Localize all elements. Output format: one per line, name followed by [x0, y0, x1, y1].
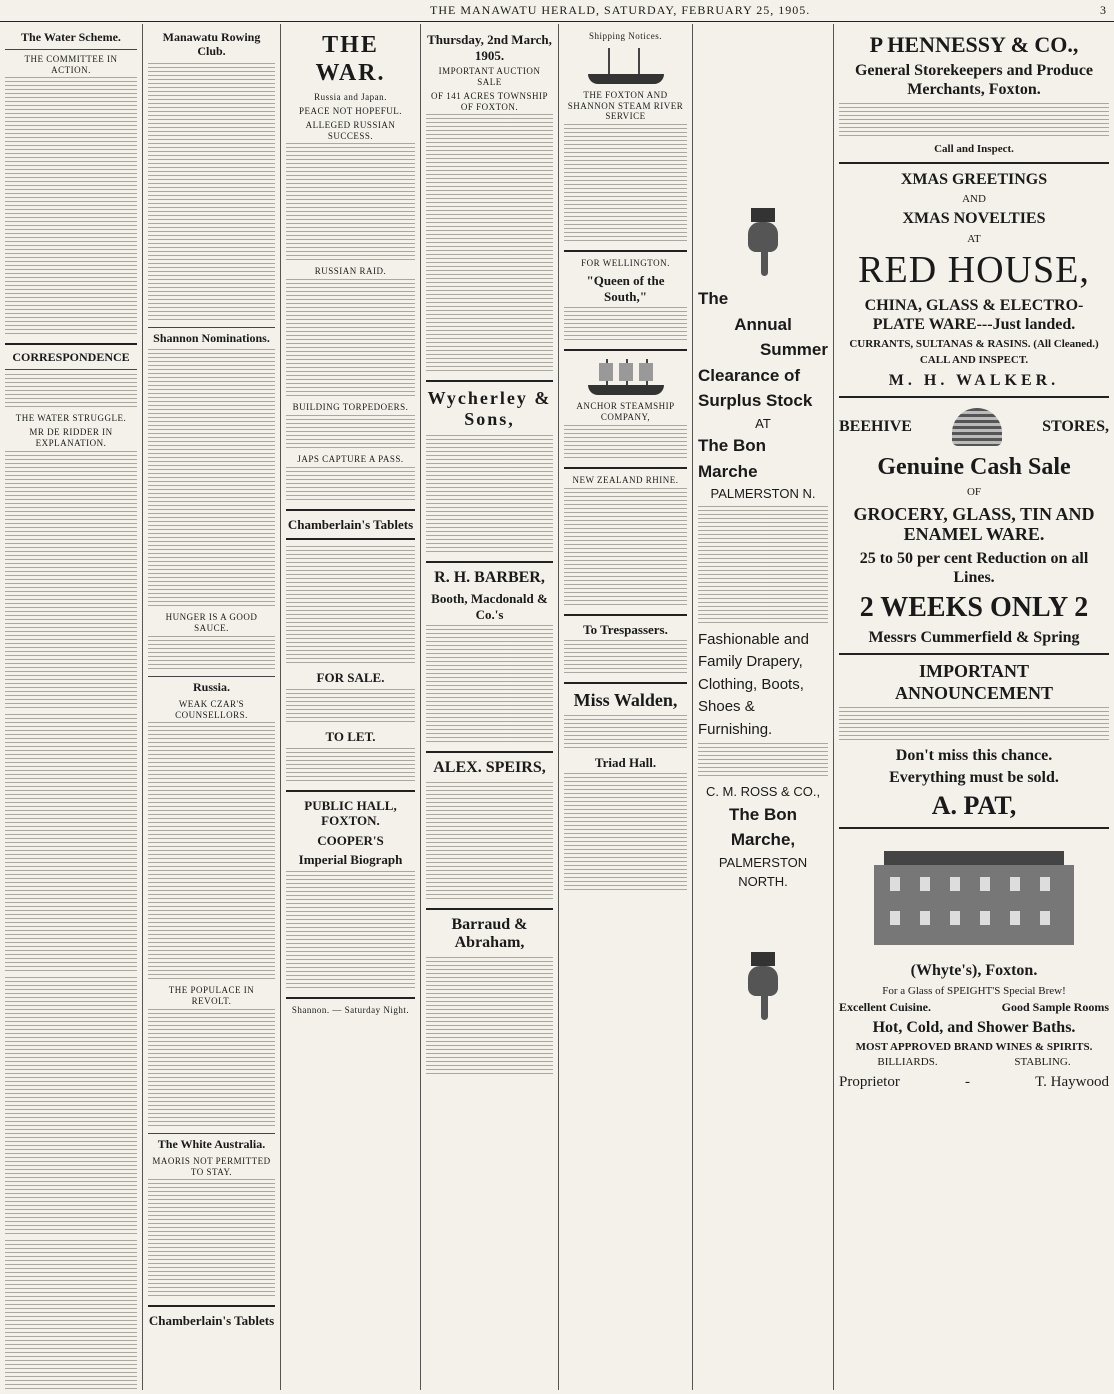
- ad-line: MOST APPROVED BRAND WINES & SPIRITS.: [855, 1041, 1093, 1054]
- advertisement-body: [564, 488, 687, 608]
- advertisement-body: [426, 625, 553, 745]
- ad-line: Surplus Stock: [698, 391, 813, 410]
- article-body: [286, 279, 415, 399]
- ad-line: Don't miss this chance.: [895, 747, 1053, 765]
- advertisement-body: [564, 715, 687, 751]
- article-body: [286, 415, 415, 451]
- hotel-building-icon: [864, 835, 1084, 955]
- ad-line: 25 to 50 per cent Reduction on all Lines.: [859, 550, 1089, 587]
- subhead: Shipping Notices.: [589, 31, 662, 41]
- ad-line: PALMERSTON N.: [710, 486, 816, 501]
- ad-line: AT: [967, 232, 981, 245]
- ad-line: GROCERY, GLASS, TIN AND ENAMEL WARE.: [853, 503, 1095, 545]
- advertisement-title: Miss Walden,: [573, 690, 678, 711]
- ad-line: CHINA, GLASS & ELECTRO-PLATE WARE---Just landed.: [864, 296, 1084, 333]
- subhead: ANCHOR STEAMSHIP COMPANY,: [576, 401, 675, 422]
- advertisement-body: [564, 307, 687, 343]
- article-body: [148, 636, 275, 672]
- subhead: IMPORTANT AUCTION SALE: [438, 66, 541, 87]
- subhead: THE FOXTON AND SHANNON STEAM RIVER SERVICE: [567, 89, 684, 122]
- advertisement-body: [698, 743, 828, 779]
- column-5: [559, 28, 692, 1390]
- advertisement-title: A. PAT,: [931, 791, 1017, 821]
- advertisement-title: M. H. WALKER.: [888, 371, 1060, 389]
- ad-line: Summer: [759, 340, 828, 359]
- advertisement-title: XMAS GREETINGS: [900, 170, 1048, 188]
- ad-line: CALL AND INSPECT.: [919, 354, 1029, 367]
- advertisement-title: XMAS NOVELTIES: [902, 210, 1046, 228]
- advertisement-title: BEEHIVE: [839, 418, 912, 436]
- subhead: WEAK CZAR'S COUNSELLORS.: [175, 698, 248, 720]
- advertisement-body: [286, 748, 415, 784]
- ad-line: Messrs Cummerfield & Spring: [868, 628, 1080, 646]
- subhead: Shannon. — Saturday Night.: [291, 1004, 410, 1015]
- subhead: MR DE RIDDER IN EXPLANATION.: [29, 426, 113, 448]
- subhead: THE COMMITTEE IN ACTION.: [24, 53, 118, 75]
- column-3: [281, 28, 420, 1390]
- advertisement-title: Chamberlain's Tablets: [148, 1313, 275, 1329]
- subhead: THE POPULACE IN REVOLT.: [168, 985, 255, 1007]
- advertisement-title: R. H. BARBER,: [434, 568, 545, 586]
- advertisement-title: Triad Hall.: [594, 754, 657, 770]
- subhead: ALLEGED RUSSIAN SUCCESS.: [305, 119, 396, 141]
- article-body: [5, 451, 137, 711]
- advertisement-body: [564, 425, 687, 461]
- subhead: OF 141 ACRES TOWNSHIP OF FOXTON.: [431, 90, 548, 112]
- advertisement-body: [564, 773, 687, 893]
- column-1: [0, 28, 142, 1390]
- advertisement-body: [839, 707, 1109, 743]
- advertisement-title: Imperial Biograph: [298, 852, 403, 868]
- column-2: [143, 28, 280, 1390]
- ad-line: Call and Inspect.: [934, 142, 1014, 155]
- headline: Shannon Nominations.: [153, 330, 270, 345]
- ad-line: STABLING.: [1014, 1056, 1071, 1069]
- article-body: [5, 374, 137, 410]
- pointing-hand-icon: [739, 952, 787, 1022]
- advertisement-title: PUBLIC HALL, FOXTON.: [304, 797, 397, 829]
- ad-line: OF: [966, 486, 982, 499]
- article-body: [148, 722, 275, 982]
- advertisement-title: To Trespassers.: [583, 621, 668, 637]
- advertisement-title: "Queen of the South,": [586, 272, 665, 304]
- ad-line: Clearance of: [698, 365, 801, 385]
- advertisement-title: Chamberlain's Tablets: [287, 516, 414, 532]
- advertisement-title: COOPER'S: [317, 832, 384, 848]
- sailing-ship-icon: [584, 357, 668, 397]
- ad-line: PALMERSTON NORTH.: [718, 854, 808, 889]
- ad-line: AT: [755, 415, 771, 431]
- article-body: [148, 349, 275, 609]
- advertisement-title: STORES,: [1042, 418, 1109, 436]
- subhead: THE WATER STRUGGLE.: [15, 413, 127, 424]
- ad-line: Good Sample Rooms: [1001, 999, 1109, 1014]
- ad-line: BILLIARDS.: [877, 1056, 938, 1069]
- advertisement-title: IMPORTANT ANNOUNCEMENT: [894, 660, 1053, 703]
- column-7: P HENNESSY & CO., General Storekeepers and Produce Merchants, Foxton. Call and Inspect. XMAS GREETINGS AND XMAS NOVELTIES AT RED HOUSE, CHINA, GLASS & ELECTRO-PLATE WARE---Just landed. CURRANTS, SULTANAS & RASINS. (All Cleaned.) CALL AND INSPECT. M. H. WALKER. BEEHIVE STORES, Genuine Cash Sale OF GROCERY, GLASS, TIN AND ENAMEL WARE. 25 to 50 per cent Reduction on all Lines. 2 WEEKS ONLY 2 Messrs Cummerfield & Spring IMPORTANT ANNOUNCEMENT Don't miss this chance. Everything must be sold. A. PAT, (Whyte's), Foxton. For a Glass of SPEIGHT'S Special Brew! Excellent Cuisine. Good Sample Rooms Hot, Cold, and Shower Baths. MOST APPROVED BRAND WINES & SPIRITS. BILLIARDS. STABLING. Proprietor - T. Haywood: [839, 32, 1109, 1091]
- advertisement-title: Booth, Macdonald & Co.'s: [431, 591, 548, 622]
- column-4: [421, 28, 558, 1390]
- pointing-hand-icon: [739, 208, 787, 278]
- advertisement-body: [564, 640, 687, 676]
- advertisement-title: Wycherley & Sons,: [427, 388, 552, 430]
- advertisement-body: [426, 114, 553, 374]
- steamship-icon: [584, 46, 668, 86]
- advertisement-title: General Storekeepers and Produce Merchants, Foxton.: [854, 62, 1094, 99]
- headline: Russia.: [192, 679, 230, 694]
- ad-line: C. M. ROSS & CO.,: [705, 784, 821, 799]
- article-body: [5, 77, 137, 337]
- advertisement-body: [564, 124, 687, 244]
- advertisement-title: Barraud & Abraham,: [451, 915, 528, 952]
- newspaper-title: THE MANAWATU HERALD, SATURDAY, FEBRUARY 25, 1905.: [430, 3, 811, 17]
- advertisement-body: [286, 689, 415, 725]
- masthead: [0, 0, 1114, 22]
- ad-line: Everything must be sold.: [889, 769, 1059, 787]
- ad-line: For a Glass of SPEIGHT'S Special Brew!: [882, 984, 1066, 997]
- article-body: [5, 714, 137, 974]
- page-number: 3: [1100, 3, 1106, 17]
- ad-line: The: [698, 289, 729, 308]
- subhead: NEW ZEALAND RHINE.: [572, 474, 679, 485]
- subhead: HUNGER IS A GOOD SAUCE.: [165, 612, 258, 634]
- ad-line: CURRANTS, SULTANAS & RASINS. (All Cleaned.): [849, 338, 1099, 351]
- headline: CORRESPONDENCE: [12, 350, 130, 365]
- advertisement-body: [839, 103, 1109, 139]
- subhead: PEACE NOT HOPEFUL.: [298, 105, 403, 116]
- subhead: MAORIS NOT PERMITTED TO STAY.: [152, 1155, 271, 1177]
- advertisement-title: P HENNESSY & CO.,: [869, 32, 1079, 57]
- headline: The White Australia.: [157, 1136, 266, 1151]
- ad-line: Fashionable and Family Drapery, Clothing, Boots, Shoes & Furnishing.: [698, 630, 809, 738]
- advertisement-title: ALEX. SPEIRS,: [433, 759, 546, 777]
- advertisement-body: [426, 435, 553, 555]
- ad-line: Proprietor: [839, 1074, 900, 1091]
- article-body: [148, 63, 275, 323]
- subhead: Russia and Japan.: [314, 92, 387, 103]
- ad-line: 2 WEEKS ONLY 2: [859, 591, 1089, 623]
- advertisement-title: (Whyte's), Foxton.: [910, 962, 1038, 980]
- column-6: [693, 28, 833, 1390]
- subhead: JAPS CAPTURE A PASS.: [297, 453, 404, 464]
- headline: THE WAR.: [315, 32, 386, 86]
- headline: The Water Scheme.: [21, 30, 121, 44]
- ad-line: The Bon Marche,: [729, 804, 797, 849]
- advertisement-body: [698, 506, 828, 626]
- beehive-icon: [942, 404, 1012, 450]
- ad-line: AND: [962, 193, 986, 206]
- article-body: [5, 1240, 137, 1390]
- article-body: [148, 1009, 275, 1129]
- ad-line: Excellent Cuisine.: [839, 999, 931, 1014]
- subhead: FOR WELLINGTON.: [581, 258, 670, 269]
- advertisement-title: RED HOUSE,: [858, 248, 1090, 291]
- advertisement-title: FOR SALE.: [316, 670, 385, 686]
- advertisement-body: [426, 782, 553, 902]
- ad-line: Hot, Cold, and Shower Baths.: [872, 1018, 1076, 1036]
- advertisement-body: [426, 957, 553, 1077]
- article-body: [5, 977, 137, 1237]
- classified-ads: [286, 546, 415, 666]
- article-body: [286, 143, 415, 263]
- advertisement-title: TO LET.: [325, 728, 376, 744]
- article-body: [286, 467, 415, 503]
- subhead: RUSSIAN RAID.: [314, 266, 387, 277]
- article-body: [148, 1179, 275, 1299]
- advertisement-title: Genuine Cash Sale: [877, 453, 1071, 480]
- headline: Manawatu Rowing Club.: [162, 30, 261, 58]
- ad-line: Annual: [734, 314, 792, 334]
- ad-line: T. Haywood: [1035, 1074, 1109, 1091]
- subhead: BUILDING TORPEDOERS.: [292, 402, 409, 413]
- advertisement-title: Thursday, 2nd March, 1905.: [427, 32, 552, 63]
- advertisement-body: [286, 871, 415, 991]
- ad-line: The Bon Marche: [698, 436, 766, 481]
